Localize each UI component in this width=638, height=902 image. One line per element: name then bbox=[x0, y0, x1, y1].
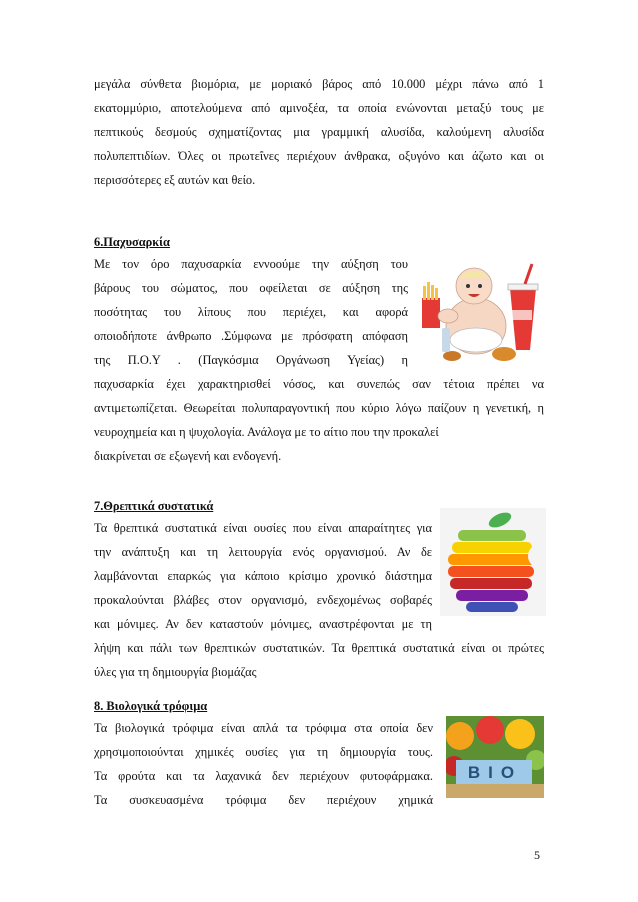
obese-child-illustration bbox=[412, 258, 546, 366]
text-line: λήψη και πάλι των θρεπτικών συστατικών. Τα θρεπτικά συστατικά είναι οι πρώτες bbox=[94, 641, 544, 655]
text-line: νευροχημεία και η ψυχολογία. Ανάλογα με το αίτιο που την προκαλεί bbox=[94, 425, 439, 439]
intro-line: πολυπεπτιδίων. Όλες οι πρωτεΐνες περιέχουν άνθρακα, οξυγόνο και άζωτο και οι bbox=[94, 149, 544, 163]
text-line: της Π.Ο.Υ . (Παγκόσμια Οργάνωση Υγείας) η bbox=[94, 353, 408, 367]
intro-line: πεπτικούς δεσμούς σχηματίζοντας μια γραμμική αλυσίδα, καλούμενη αλυσίδα bbox=[94, 125, 544, 139]
apple-icon bbox=[440, 508, 546, 616]
text-line: Τα θρεπτικά συστατικά είναι ουσίες που είναι απαραίτητες για bbox=[94, 521, 432, 535]
section-8-narrow-text bbox=[94, 716, 433, 812]
text-line: αντιμετωπίζεται. Θεωρείται πολυπαραγοντική που κύριο λόγω παίζουν η γενετική, η bbox=[94, 401, 544, 415]
text-line: παχυσαρκία έχει χαρακτηρισθεί νόσος, και συνεπώς σαν τέτοια πρέπει να bbox=[94, 377, 544, 391]
fruit-apple-image bbox=[440, 508, 546, 616]
section-7-full-text bbox=[94, 636, 544, 684]
text-line: οποιοδήποτε άνθρωπο .Σύμφωνα με πρόσφατη απόφαση bbox=[94, 329, 408, 343]
text-line: ποσότητας του λίπους που περιέχει, και αφορά bbox=[94, 305, 408, 319]
text-line: Με τον όρο παχυσαρκία εννοούμε την αύξηση του bbox=[94, 257, 408, 271]
text-line: χρησιμοποιούνται χημικές ουσίες για τη δημιουργία τους. bbox=[94, 745, 433, 759]
section-6-title: 6.Παχυσαρκία bbox=[94, 235, 170, 249]
obese-child-icon bbox=[412, 258, 546, 366]
section-6-full-text bbox=[94, 372, 544, 468]
page-number: 5 bbox=[534, 848, 540, 862]
section-7-title: 7.Θρεπτικά συστατικά bbox=[94, 499, 214, 513]
section-6-narrow-text bbox=[94, 252, 408, 372]
text-line: Τα συσκευασμένα τρόφιμα δεν περιέχουν χημικά bbox=[94, 793, 433, 807]
text-line: την ανάπτυξη και τη λειτουργία ενός οργανισμού. Αν δε bbox=[94, 545, 432, 559]
text-line: προκαλούνται βλάβες στον οργανισμό, ενδεχομένως σοβαρές bbox=[94, 593, 432, 607]
bio-vegetables-icon bbox=[446, 716, 544, 798]
section-7-narrow-text bbox=[94, 516, 432, 636]
text-line: ύλες για τη δημιουργία βιομάζας bbox=[94, 665, 257, 679]
text-line: και μόνιμες. Αν δεν καταστούν μόνιμες, αναστρέφονται με τη bbox=[94, 617, 432, 631]
section-8-title: 8. Βιολογικά τρόφιμα bbox=[94, 699, 208, 713]
text-line: διακρίνεται σε εξωγενή και ενδογενή. bbox=[94, 449, 282, 463]
text-line: Τα φρούτα και τα λαχανικά δεν περιέχουν φυτοφάρμακα. bbox=[94, 769, 433, 783]
intro-line: μεγάλα σύνθετα βιομόρια, με μοριακό βάρος από 10.000 μέχρι πάνω από 1 bbox=[94, 77, 544, 91]
text-line: Τα βιολογικά τρόφιμα είναι απλά τα τρόφιμα στα οποία δεν bbox=[94, 721, 433, 735]
bio-food-image bbox=[446, 716, 544, 798]
text-line: λαμβάνονται επαρκώς για κάποιο κρίσιμο χρονικό διάστημα bbox=[94, 569, 432, 583]
bio-label: BIO bbox=[467, 763, 523, 782]
intro-line: εκατομμύριο, αποτελούμενα από αμινοξέα, τα οποία ενώνονται μεταξύ τους με bbox=[94, 101, 544, 115]
text-line: βάρους του σώματος, που οφείλεται σε αύξηση της bbox=[94, 281, 408, 295]
intro-paragraph bbox=[94, 72, 544, 192]
intro-line: περισσότερες εξ αυτών και θείο. bbox=[94, 173, 256, 187]
